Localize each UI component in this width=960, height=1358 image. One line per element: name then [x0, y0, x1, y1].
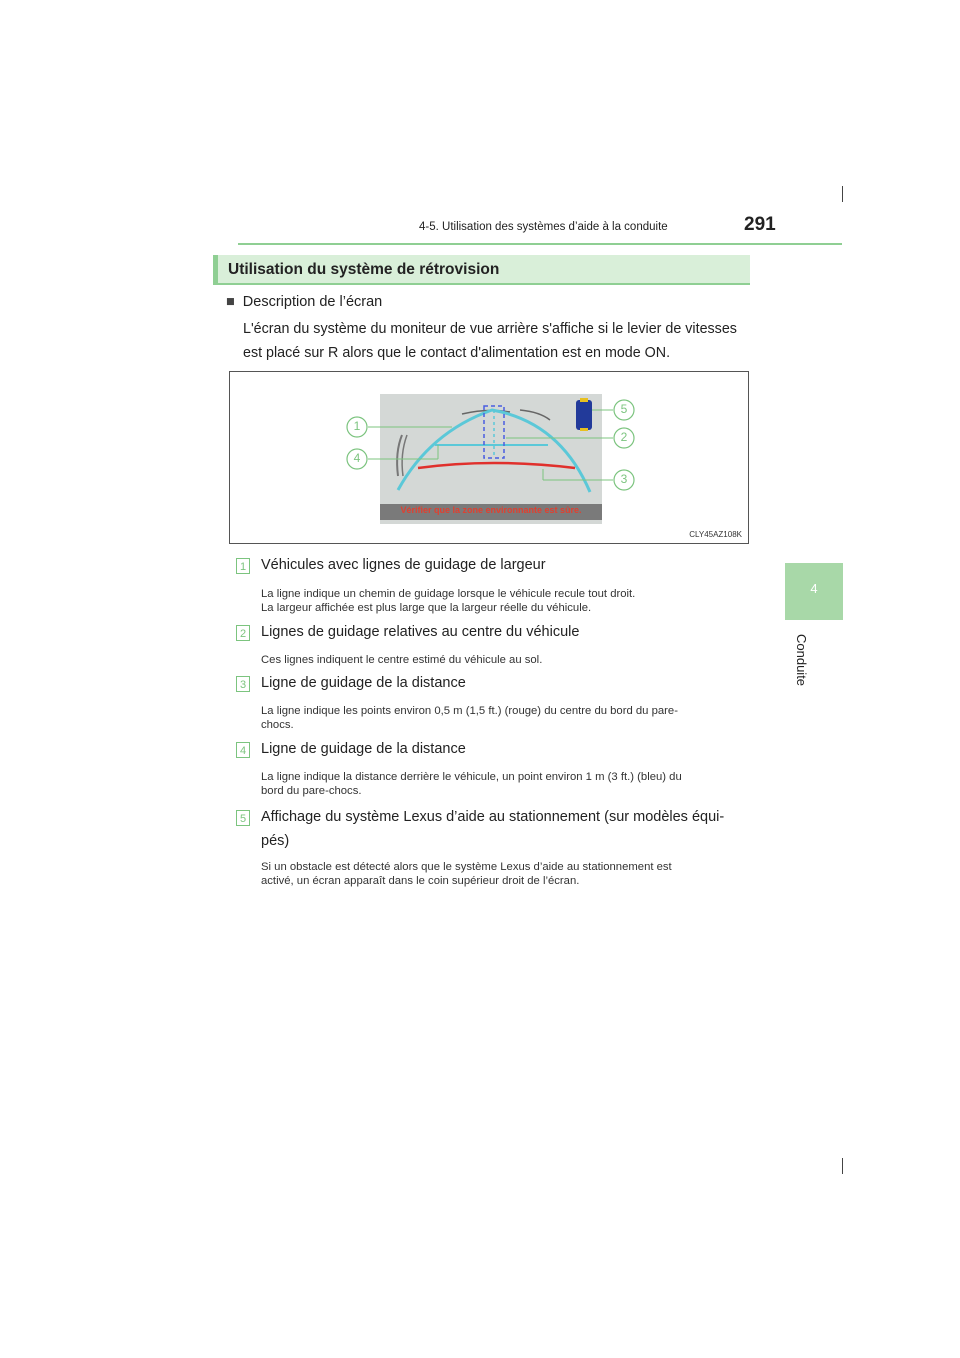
item-3-title: Ligne de guidage de la distance [261, 675, 466, 691]
rear-view-figure [229, 371, 749, 544]
item-4-desc-line1: La ligne indique la distance derrière le véhicule, un point environ 1 m (3 ft.) (bleu) du [261, 771, 682, 783]
item-3-desc-line1: La ligne indique les points environ 0,5 m (1,5 ft.) (rouge) du centre du bord du pare- [261, 705, 678, 717]
callout-badge: 4 [236, 742, 250, 758]
subsection-heading [226, 294, 382, 310]
chapter-tab [785, 563, 843, 620]
callout-badge: 5 [236, 810, 250, 826]
rear-view-illustration [230, 372, 748, 543]
callout-5: 5 [620, 402, 628, 416]
section-title-bar [213, 255, 750, 285]
subsection-title: Description de l’écran [242, 294, 383, 310]
item-4-title: Ligne de guidage de la distance [261, 741, 466, 757]
item-3-number [236, 675, 250, 693]
item-5-number [236, 809, 250, 827]
subsection-text-line1: L'écran du système du moniteur de vue arrière s'affiche si le levier de vitesses [243, 321, 737, 337]
item-5-desc-line1: Si un obstacle est détecté alors que le système Lexus d’aide au stationnement est [261, 861, 672, 873]
crop-mark-top [842, 186, 843, 202]
item-4-number [236, 741, 250, 759]
item-1-title: Véhicules avec lignes de guidage de largeur [261, 557, 546, 573]
screen-banner-text: Vérifier que la zone environnante est sûre. [400, 505, 582, 515]
callout-4: 4 [353, 451, 361, 465]
item-5-title-line1: Affichage du système Lexus d’aide au stationnement (sur modèles équi- [261, 809, 725, 825]
callout-1: 1 [353, 419, 361, 433]
parking-assist-icon [576, 400, 592, 430]
item-5-desc-line2: activé, un écran apparaît dans le coin supérieur droit de l’écran. [261, 875, 580, 887]
header-rule [238, 243, 842, 245]
chapter-label: Conduite [794, 634, 809, 687]
callout-badge: 2 [236, 625, 250, 641]
callout-badge: 1 [236, 558, 250, 574]
item-2-title: Lignes de guidage relatives au centre du véhicule [261, 624, 580, 640]
item-3-desc-line2: chocs. [261, 719, 294, 731]
item-5-title-line2: pés) [261, 833, 290, 849]
item-4-desc-line2: bord du pare-chocs. [261, 785, 362, 797]
subsection-text-line2: est placé sur R alors que le contact d'alimentation est en mode ON. [243, 345, 671, 361]
item-1-desc-line2: La largeur affichée est plus large que la largeur réelle du véhicule. [261, 602, 592, 614]
figure-code: CLY45AZ108K [689, 530, 742, 539]
callout-2: 2 [620, 430, 628, 444]
item-1-desc-line1: La ligne indique un chemin de guidage lorsque le véhicule recule tout droit. [261, 588, 636, 600]
item-2-number [236, 624, 250, 642]
bullet-square-icon: ■ [226, 294, 235, 310]
page-number: 291 [744, 214, 776, 235]
item-1-number [236, 557, 250, 575]
chapter-number: 4 [810, 581, 818, 596]
callout-badge: 3 [236, 676, 250, 692]
callout-3: 3 [620, 472, 628, 486]
section-title: Utilisation du système de rétrovision [228, 261, 500, 278]
crop-mark-bottom [842, 1158, 843, 1174]
item-2-desc-line1: Ces lignes indiquent le centre estimé du véhicule au sol. [261, 654, 543, 666]
running-header: 4-5. Utilisation des systèmes d’aide à la conduite [419, 221, 668, 233]
